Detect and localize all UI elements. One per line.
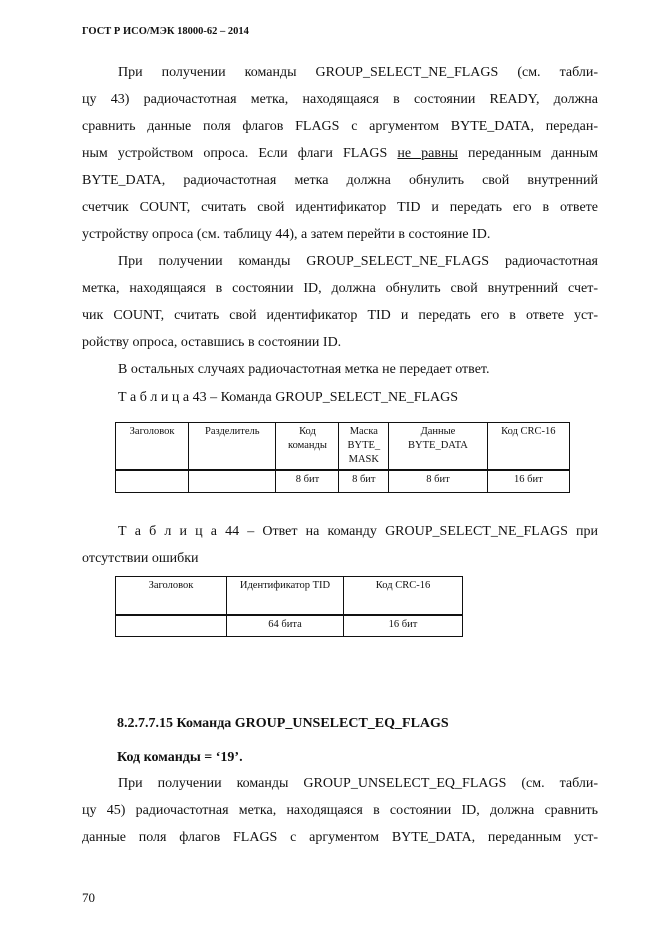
table-cell bbox=[116, 615, 227, 637]
table-43-caption: Т а б л и ц а 43 – Команда GROUP_SELECT_NE_FLAGS bbox=[118, 390, 459, 405]
paragraph-line: При получении команды GROUP_SELECT_NE_FLAGS (см. табли- bbox=[118, 65, 598, 80]
paragraph-line: чик COUNT, считать свой идентификатор TID и передать его в ответе уст- bbox=[82, 308, 598, 323]
paragraph-line: данные поля флагов FLAGS с аргументом BYTE_DATA, переданным уст- bbox=[82, 830, 598, 845]
table-cell: 8 бит bbox=[276, 470, 339, 492]
table-43 bbox=[115, 422, 570, 493]
section-heading: 8.2.7.7.15 Команда GROUP_UNSELECT_EQ_FLAGS bbox=[117, 716, 449, 731]
text-run: ным устройством опроса. Если флаги FLAGS bbox=[82, 146, 398, 161]
table-header-cell: Код CRC-16 bbox=[344, 577, 463, 615]
table-header-cell: Идентификатор TID bbox=[227, 577, 344, 615]
underlined-text: не равны bbox=[397, 146, 458, 161]
paragraph-2 bbox=[82, 248, 598, 356]
paragraph-line: сравнить данные поля флагов FLAGS с аргументом BYTE_DATA, передан- bbox=[82, 119, 598, 134]
paragraph-3 bbox=[82, 356, 598, 383]
table-header-cell: Код CRC-16 bbox=[487, 423, 569, 471]
paragraph-line: При получении команды GROUP_SELECT_NE_FLAGS радиочастотная bbox=[118, 254, 598, 269]
table-cell: 16 бит bbox=[487, 470, 569, 492]
table-cell bbox=[189, 470, 276, 492]
table-header-cell: Код команды bbox=[276, 423, 339, 471]
paragraph-line-with-emphasis bbox=[82, 140, 598, 167]
table-cell: 16 бит bbox=[344, 615, 463, 637]
table-header-cell: Заголовок bbox=[116, 423, 189, 471]
table-cell: 8 бит bbox=[389, 470, 488, 492]
paragraph-line: BYTE_DATA, радиочастотная метка должна обнулить свой внутренний bbox=[82, 173, 598, 188]
paragraph-1 bbox=[82, 59, 598, 248]
section-paragraph bbox=[82, 770, 598, 851]
table-header-cell: Заголовок bbox=[116, 577, 227, 615]
paragraph-line: счетчик COUNT, считать свой идентификатор TID и передать его в ответе bbox=[82, 200, 598, 215]
command-code: Код команды = ‘19’. bbox=[117, 750, 243, 765]
table-cell bbox=[116, 470, 189, 492]
paragraph-line: При получении команды GROUP_UNSELECT_EQ_FLAGS (см. табли- bbox=[118, 776, 598, 791]
table-header-cell: Данные BYTE_DATA bbox=[389, 423, 488, 471]
paragraph-line: ройству опроса, оставшись в состоянии ID. bbox=[82, 335, 342, 350]
table-cell: 64 бита bbox=[227, 615, 344, 637]
table-44 bbox=[115, 576, 463, 637]
paragraph-line: устройству опроса (см. таблицу 44), а затем перейти в состояние ID. bbox=[82, 227, 491, 242]
paragraph-line: цу 45) радиочастотная метка, находящаяся в состоянии ID, должна сравнить bbox=[82, 803, 598, 818]
table-header-cell: Разделитель bbox=[189, 423, 276, 471]
table-44-caption bbox=[82, 518, 598, 572]
page-number: 70 bbox=[82, 890, 95, 905]
caption-line: Т а б л и ц а 44 – Ответ на команду GROUP_SELECT_NE_FLAGS при bbox=[118, 524, 598, 539]
table-cell: 8 бит bbox=[339, 470, 389, 492]
text-run: переданным данным bbox=[457, 146, 598, 161]
paragraph-line: цу 43) радиочастотная метка, находящаяся в состоянии READY, должна bbox=[82, 92, 598, 107]
caption-line: отсутствии ошибки bbox=[82, 551, 199, 566]
table-header-cell: Маска BYTE_ MASK bbox=[339, 423, 389, 471]
paragraph-line: метка, находящаяся в состоянии ID, должна обнулить свой внутренний счет- bbox=[82, 281, 598, 296]
paragraph-line: В остальных случаях радиочастотная метка не передает ответ. bbox=[118, 362, 490, 377]
document-header: ГОСТ Р ИСО/МЭК 18000-62 – 2014 bbox=[82, 26, 249, 37]
